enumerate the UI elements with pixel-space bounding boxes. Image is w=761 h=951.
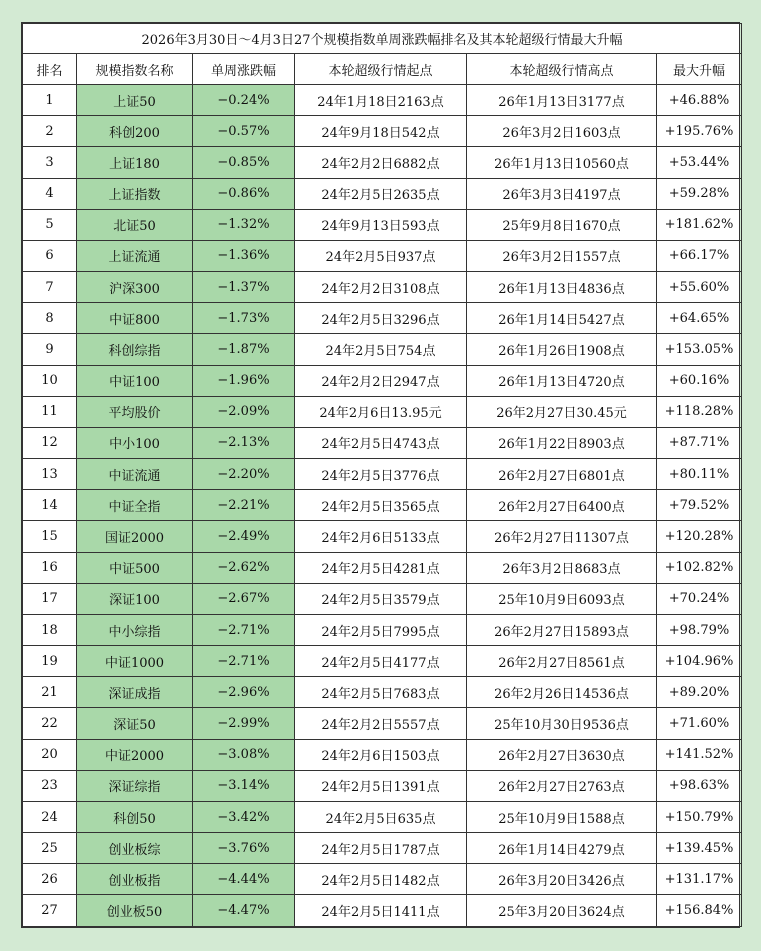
table-row [23,614,742,645]
index-name-cell: 创业板综 [77,833,193,864]
rally-high-cell: 26年2月27日15893点 [467,614,657,645]
rank-cell: 21 [23,677,77,708]
rank-cell: 12 [23,427,77,458]
rally-start-cell: 24年2月5日1482点 [295,864,467,895]
max-gain-cell: +80.11% [657,459,742,490]
index-name-cell: 中证全指 [77,490,193,521]
weekly-change-cell: −2.99% [193,708,295,739]
weekly-change-cell: −1.37% [193,272,295,303]
index-name-cell: 中小100 [77,427,193,458]
rank-cell: 15 [23,521,77,552]
weekly-change-cell: −2.21% [193,490,295,521]
weekly-change-cell: −1.36% [193,240,295,271]
rally-high-cell: 26年1月14日4279点 [467,833,657,864]
rally-start-cell: 24年2月5日635点 [295,801,467,832]
rally-start-cell: 24年2月5日1391点 [295,770,467,801]
max-gain-cell: +120.28% [657,521,742,552]
index-name-cell: 深证综指 [77,770,193,801]
table-row [23,521,742,552]
rally-high-cell: 26年3月2日1557点 [467,240,657,271]
table-row [23,708,742,739]
weekly-change-cell: −3.14% [193,770,295,801]
header-rally-start: 本轮超级行情起点 [295,54,467,85]
rally-start-cell: 24年2月6日5133点 [295,521,467,552]
index-ranking-table [22,23,742,927]
table-row [23,770,742,801]
rally-high-cell: 26年3月3日4197点 [467,178,657,209]
max-gain-cell: +141.52% [657,739,742,770]
table-row [23,677,742,708]
rally-start-cell: 24年2月5日3579点 [295,583,467,614]
max-gain-cell: +139.45% [657,833,742,864]
rank-cell: 5 [23,209,77,240]
table-row [23,833,742,864]
rank-cell: 1 [23,85,77,116]
rally-start-cell: 24年2月5日7683点 [295,677,467,708]
rally-start-cell: 24年1月18日2163点 [295,85,467,116]
max-gain-cell: +150.79% [657,801,742,832]
rank-cell: 25 [23,833,77,864]
weekly-change-cell: −4.44% [193,864,295,895]
rank-cell: 10 [23,365,77,396]
index-name-cell: 中证流通 [77,459,193,490]
table-row [23,583,742,614]
max-gain-cell: +66.17% [657,240,742,271]
max-gain-cell: +89.20% [657,677,742,708]
rank-cell: 17 [23,583,77,614]
rank-cell: 2 [23,116,77,147]
header-rally-high: 本轮超级行情高点 [467,54,657,85]
max-gain-cell: +156.84% [657,895,742,927]
rally-high-cell: 25年10月9日1588点 [467,801,657,832]
table-row [23,739,742,770]
max-gain-cell: +53.44% [657,147,742,178]
rally-high-cell: 26年1月14日5427点 [467,303,657,334]
max-gain-cell: +102.82% [657,552,742,583]
max-gain-cell: +131.17% [657,864,742,895]
header-rank: 排名 [23,54,77,85]
index-name-cell: 中小综指 [77,614,193,645]
rally-high-cell: 26年2月27日8561点 [467,646,657,677]
rally-start-cell: 24年2月5日3565点 [295,490,467,521]
rally-high-cell: 25年3月20日3624点 [467,895,657,927]
max-gain-cell: +153.05% [657,334,742,365]
weekly-change-cell: −1.96% [193,365,295,396]
max-gain-cell: +87.71% [657,427,742,458]
rank-cell: 26 [23,864,77,895]
index-name-cell: 平均股价 [77,396,193,427]
rally-high-cell: 25年9月8日1670点 [467,209,657,240]
rally-high-cell: 26年1月13日3177点 [467,85,657,116]
table-row [23,209,742,240]
weekly-change-cell: −1.32% [193,209,295,240]
weekly-change-cell: −2.71% [193,614,295,645]
index-name-cell: 沪深300 [77,272,193,303]
rank-cell: 3 [23,147,77,178]
rally-high-cell: 25年10月30日9536点 [467,708,657,739]
rally-high-cell: 26年3月2日1603点 [467,116,657,147]
weekly-change-cell: −3.42% [193,801,295,832]
max-gain-cell: +59.28% [657,178,742,209]
rally-start-cell: 24年2月6日1503点 [295,739,467,770]
rank-cell: 6 [23,240,77,271]
rank-cell: 22 [23,708,77,739]
rally-high-cell: 26年2月27日2763点 [467,770,657,801]
rally-start-cell: 24年2月6日13.95元 [295,396,467,427]
weekly-change-cell: −2.62% [193,552,295,583]
index-name-cell: 中证1000 [77,646,193,677]
rally-start-cell: 24年2月5日1787点 [295,833,467,864]
weekly-change-cell: −2.49% [193,521,295,552]
weekly-change-cell: −2.09% [193,396,295,427]
rally-high-cell: 26年1月22日8903点 [467,427,657,458]
rank-cell: 9 [23,334,77,365]
index-name-cell: 深证50 [77,708,193,739]
rank-cell: 18 [23,614,77,645]
max-gain-cell: +104.96% [657,646,742,677]
rally-start-cell: 24年2月2日3108点 [295,272,467,303]
max-gain-cell: +98.79% [657,614,742,645]
weekly-change-cell: −4.47% [193,895,295,927]
table-row [23,895,742,927]
rally-start-cell: 24年2月5日1411点 [295,895,467,927]
rally-high-cell: 26年1月26日1908点 [467,334,657,365]
rally-start-cell: 24年2月2日2947点 [295,365,467,396]
weekly-change-cell: −3.08% [193,739,295,770]
rally-start-cell: 24年2月5日937点 [295,240,467,271]
weekly-change-cell: −0.85% [193,147,295,178]
weekly-change-cell: −2.67% [193,583,295,614]
weekly-change-cell: −1.87% [193,334,295,365]
rally-high-cell: 26年2月27日3630点 [467,739,657,770]
weekly-change-cell: −3.76% [193,833,295,864]
table-row [23,147,742,178]
rank-cell: 23 [23,770,77,801]
rally-high-cell: 26年2月27日11307点 [467,521,657,552]
index-name-cell: 上证180 [77,147,193,178]
index-ranking-table-frame [21,22,740,928]
table-row [23,396,742,427]
max-gain-cell: +60.16% [657,365,742,396]
index-name-cell: 深证100 [77,583,193,614]
table-row [23,303,742,334]
table-row [23,646,742,677]
weekly-change-cell: −2.20% [193,459,295,490]
index-name-cell: 北证50 [77,209,193,240]
rank-cell: 8 [23,303,77,334]
rank-cell: 11 [23,396,77,427]
index-name-cell: 上证50 [77,85,193,116]
index-name-cell: 科创50 [77,801,193,832]
index-name-cell: 科创综指 [77,334,193,365]
table-row [23,552,742,583]
weekly-change-cell: −2.96% [193,677,295,708]
weekly-change-cell: −0.57% [193,116,295,147]
rally-high-cell: 26年2月26日14536点 [467,677,657,708]
rank-cell: 13 [23,459,77,490]
weekly-change-cell: −2.13% [193,427,295,458]
max-gain-cell: +118.28% [657,396,742,427]
table-body [23,85,742,927]
weekly-change-cell: −0.24% [193,85,295,116]
rally-start-cell: 24年2月2日5557点 [295,708,467,739]
index-name-cell: 深证成指 [77,677,193,708]
index-name-cell: 创业板50 [77,895,193,927]
max-gain-cell: +55.60% [657,272,742,303]
max-gain-cell: +98.63% [657,770,742,801]
rally-start-cell: 24年2月5日7995点 [295,614,467,645]
rally-start-cell: 24年2月5日4743点 [295,427,467,458]
rank-cell: 24 [23,801,77,832]
index-name-cell: 国证2000 [77,521,193,552]
index-name-cell: 科创200 [77,116,193,147]
max-gain-cell: +79.52% [657,490,742,521]
max-gain-cell: +71.60% [657,708,742,739]
max-gain-cell: +46.88% [657,85,742,116]
rank-cell: 4 [23,178,77,209]
rally-start-cell: 24年2月5日2635点 [295,178,467,209]
index-name-cell: 上证指数 [77,178,193,209]
rally-start-cell: 24年9月18日542点 [295,116,467,147]
max-gain-cell: +64.65% [657,303,742,334]
rally-high-cell: 26年1月13日4836点 [467,272,657,303]
table-row [23,178,742,209]
weekly-change-cell: −2.71% [193,646,295,677]
rank-cell: 16 [23,552,77,583]
rally-high-cell: 26年3月2日8683点 [467,552,657,583]
weekly-change-cell: −0.86% [193,178,295,209]
table-row [23,365,742,396]
rank-cell: 14 [23,490,77,521]
index-name-cell: 中证800 [77,303,193,334]
rally-start-cell: 24年2月5日4281点 [295,552,467,583]
table-row [23,459,742,490]
header-max-gain: 最大升幅 [657,54,742,85]
rally-high-cell: 25年10月9日6093点 [467,583,657,614]
rank-cell: 7 [23,272,77,303]
rally-start-cell: 24年2月5日3776点 [295,459,467,490]
index-name-cell: 中证100 [77,365,193,396]
rally-start-cell: 24年2月2日6882点 [295,147,467,178]
rally-start-cell: 24年2月5日4177点 [295,646,467,677]
max-gain-cell: +181.62% [657,209,742,240]
rank-cell: 19 [23,646,77,677]
table-title: 2026年3月30日～4月3日27个规模指数单周涨跌幅排名及其本轮超级行情最大升幅 [23,24,742,54]
rally-high-cell: 26年1月13日4720点 [467,365,657,396]
index-name-cell: 中证500 [77,552,193,583]
rally-start-cell: 24年2月5日3296点 [295,303,467,334]
table-row [23,272,742,303]
index-name-cell: 中证2000 [77,739,193,770]
rank-cell: 27 [23,895,77,927]
table-row [23,801,742,832]
rally-start-cell: 24年2月5日754点 [295,334,467,365]
index-name-cell: 上证流通 [77,240,193,271]
weekly-change-cell: −1.73% [193,303,295,334]
rally-start-cell: 24年9月13日593点 [295,209,467,240]
max-gain-cell: +70.24% [657,583,742,614]
table-row [23,864,742,895]
rank-cell: 20 [23,739,77,770]
rally-high-cell: 26年2月27日6400点 [467,490,657,521]
rally-high-cell: 26年2月27日30.45元 [467,396,657,427]
table-row [23,116,742,147]
header-index-name: 规模指数名称 [77,54,193,85]
header-weekly-change: 单周涨跌幅 [193,54,295,85]
header-row [23,54,742,85]
table-row [23,85,742,116]
table-row [23,427,742,458]
max-gain-cell: +195.76% [657,116,742,147]
table-row [23,490,742,521]
table-row [23,240,742,271]
index-name-cell: 创业板指 [77,864,193,895]
rally-high-cell: 26年2月27日6801点 [467,459,657,490]
rally-high-cell: 26年3月20日3426点 [467,864,657,895]
rally-high-cell: 26年1月13日10560点 [467,147,657,178]
table-row [23,334,742,365]
